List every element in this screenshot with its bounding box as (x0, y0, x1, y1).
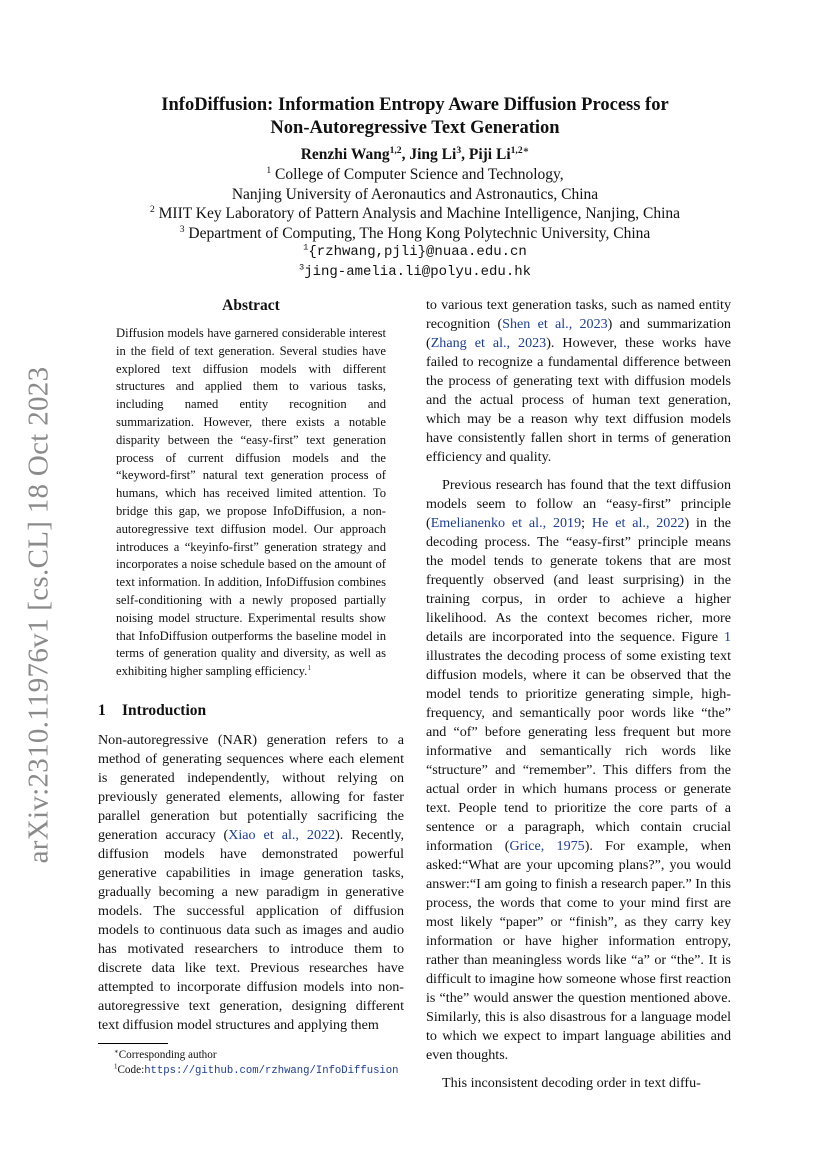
abstract-footnote-mark[interactable]: 1 (307, 662, 312, 672)
intro-paragraph-2 (426, 476, 731, 1065)
email-text[interactable]: {rzhwang,pjli}@nuaa.edu.cn (308, 244, 527, 260)
body-text: ) and summarization ( (426, 316, 731, 351)
affiliation-line (90, 204, 740, 224)
body-text: ; (581, 515, 592, 531)
author-affil-mark: 1,2 (389, 144, 402, 156)
citation-link[interactable]: Xiao et al., 2022 (228, 826, 336, 843)
figure-ref-link[interactable]: 1 (723, 629, 731, 645)
affiliation-text: MIIT Key Laboratory of Pattern Analysis and Machine Intelligence, Nanjing, China (158, 205, 681, 222)
footnote-text: Corresponding author (118, 1049, 217, 1061)
footnotes (98, 1043, 404, 1079)
code-url-link[interactable]: https://github.com/rzhwang/InfoDiffusion (144, 1065, 399, 1077)
section-title: Introduction (122, 701, 207, 719)
email-mark: 3 (298, 261, 305, 272)
footnote-code (98, 1063, 404, 1079)
footnote-label: Code: (117, 1064, 145, 1076)
body-text: Previous research has found that the text diffusion models seem to follow an “easy-first” principle ( (426, 477, 731, 531)
section-heading-introduction (98, 701, 404, 721)
right-column (426, 296, 731, 1093)
paper-header (90, 94, 740, 282)
citation-link[interactable]: Emelianenko et al., 2019 (430, 515, 582, 531)
citation-link[interactable]: Zhang et al., 2023 (430, 335, 547, 351)
author-affil-mark: 1,2∗ (510, 144, 530, 156)
author-name: Jing Li (409, 146, 457, 163)
intro-paragraph-1-cont (426, 296, 731, 467)
author-list: Renzhi Wang$^{1,2}$, Jing Li$^3$, Piji $Li^{1,2∗}$ (300, 144, 530, 163)
title-line-1: InfoDiffusion: Information Entropy Aware Diffusion Process for (161, 95, 669, 115)
body-text: ). For example, when asked:“What are your upcoming plans?”, you would answer:“I am going to finish a research paper.” In this process, the words that come to your mind first are most likely “paper” or “finish”, as they carry key information or have higher information entropy, rather than meaningless words like “a” or “the”. It is difficult to imagine how someone whose first reaction is “the” would answer the question mentioned above. Similarly, this is also disastrous for a language model to which we expect to impart language abilities and even thoughts. (426, 838, 731, 1063)
body-text: This inconsistent decoding order in text diffu- (442, 1075, 701, 1091)
title-line-2: Non-Autoregressive Text Generation (270, 118, 560, 138)
email-mark: 1 (303, 242, 309, 253)
section-number: 1 (98, 701, 106, 719)
author-affil-mark: 3 (456, 144, 462, 156)
affiliation-mark: 2 (149, 203, 155, 215)
body-text: to various text generation tasks, such as named entity recognition ( (426, 297, 731, 332)
intro-paragraph-1 (98, 731, 404, 1035)
arxiv-stamp (22, 366, 55, 864)
footnote-corresponding (98, 1048, 404, 1063)
affiliation-line (90, 224, 740, 244)
affiliation-text: Department of Computing, The Hong Kong Polytechnic University, China (188, 224, 651, 242)
affiliation-mark: 1 (266, 164, 272, 176)
citation-link[interactable]: Grice, 1975 (509, 838, 585, 854)
affiliation-line (90, 165, 740, 185)
author-name: Piji Li (468, 146, 511, 163)
footnote-rule (98, 1043, 168, 1044)
body-text: illustrates the decoding process of some existing text diffusion models, where it can be observed that the model tends to prioritize generating simple, high-frequency, and semantically poor words like “the” and “of” before generating less frequent but more informative and semantically rich words like “structure” and “remember”. This differs from the actual order in which humans process or generate text. People tend to prioritize the core parts of a sentence or a paragraph, which contain crucial information ( (426, 648, 731, 854)
affiliation-text: Nanjing University of Aeronautics and Astronautics, China (231, 185, 599, 203)
citation-link[interactable]: He et al., 2022 (591, 515, 685, 531)
body-text: Non-autoregressive (NAR) generation refers to a method of generating sequences where each element is generated independently, without relying on previously generated elements, allowing for faster parallel generation but potentially sacrificing the generation accuracy ( (98, 731, 404, 843)
paper-title (90, 94, 740, 140)
abstract-text: Diffusion models have garnered considerable interest in the field of text generation. Several studies have explored text diffusion models with different structures and applied them to various tasks, including named entity recognition and summarization. However, there exists a notable disparity between the “easy-first” text generation process of current diffusion models and the “keyword-first” natural text generation process of humans, which has received limited attention. To bridge this gap, we propose InfoDiffusion, a non-autoregressive text diffusion model. Our approach introduces a “keyinfo-first” generation strategy and incorporates a noise schedule based on the amount of text information. In addition, InfoDiffusion combines self-conditioning with a newly proposed partially noising model structure. Experimental results show that InfoDiffusion outperforms the baseline model in terms of generation quality and diversity, as well as exhibiting higher sampling efficiency. (116, 326, 386, 679)
intro-paragraph-3 (426, 1074, 731, 1093)
author-name: Renzhi Wang (300, 146, 390, 163)
citation-link[interactable]: Shen et al., 2023 (502, 316, 608, 332)
email-line (90, 263, 740, 283)
affiliation-line (90, 185, 740, 205)
arxiv-stamp-text: arXiv:2310.11976v1 [cs.CL] 18 Oct 2023 (22, 366, 55, 864)
footnote-mark: ∗ (114, 1047, 119, 1056)
email-line (90, 243, 740, 263)
left-column (98, 296, 404, 1035)
footnote-mark: 1 (114, 1062, 118, 1071)
affiliation-mark: 3 (179, 223, 185, 235)
body-text: ) in the decoding process. The “easy-first” principle means the model tends to generate tokens that are most frequently observed (and least surprising) in the training corpus, in order to achieve a higher likelihood. As the context becomes richer, more details are incorporated into the sequence. Figure (426, 515, 731, 645)
email-text[interactable]: jing-amelia.li@polyu.edu.hk (304, 263, 532, 280)
abstract-heading: Abstract (222, 297, 280, 314)
affiliation-text: College of Computer Science and Technology, (275, 166, 564, 183)
body-text: ). However, these works have failed to recognize a fundamental difference between the process of generating text with diffusion models and the actual process of human text generation, which may be a reason why text diffusion models have consistently fallen short in terms of generation efficiency and quality. (426, 335, 732, 465)
body-text: ). Recently, diffusion models have demonstrated powerful generative capabilities in image generation tasks, gradually becoming a new paradigm in generative models. The successful application of diffusion models to continuous data such as images and audio has motivated researchers to introduce them to discrete data like text. Previous researches have attempted to incorporate diffusion models into non-autoregressive text generation, designing different text diffusion model structures and applying them (98, 826, 404, 1033)
abstract-body (116, 325, 386, 681)
